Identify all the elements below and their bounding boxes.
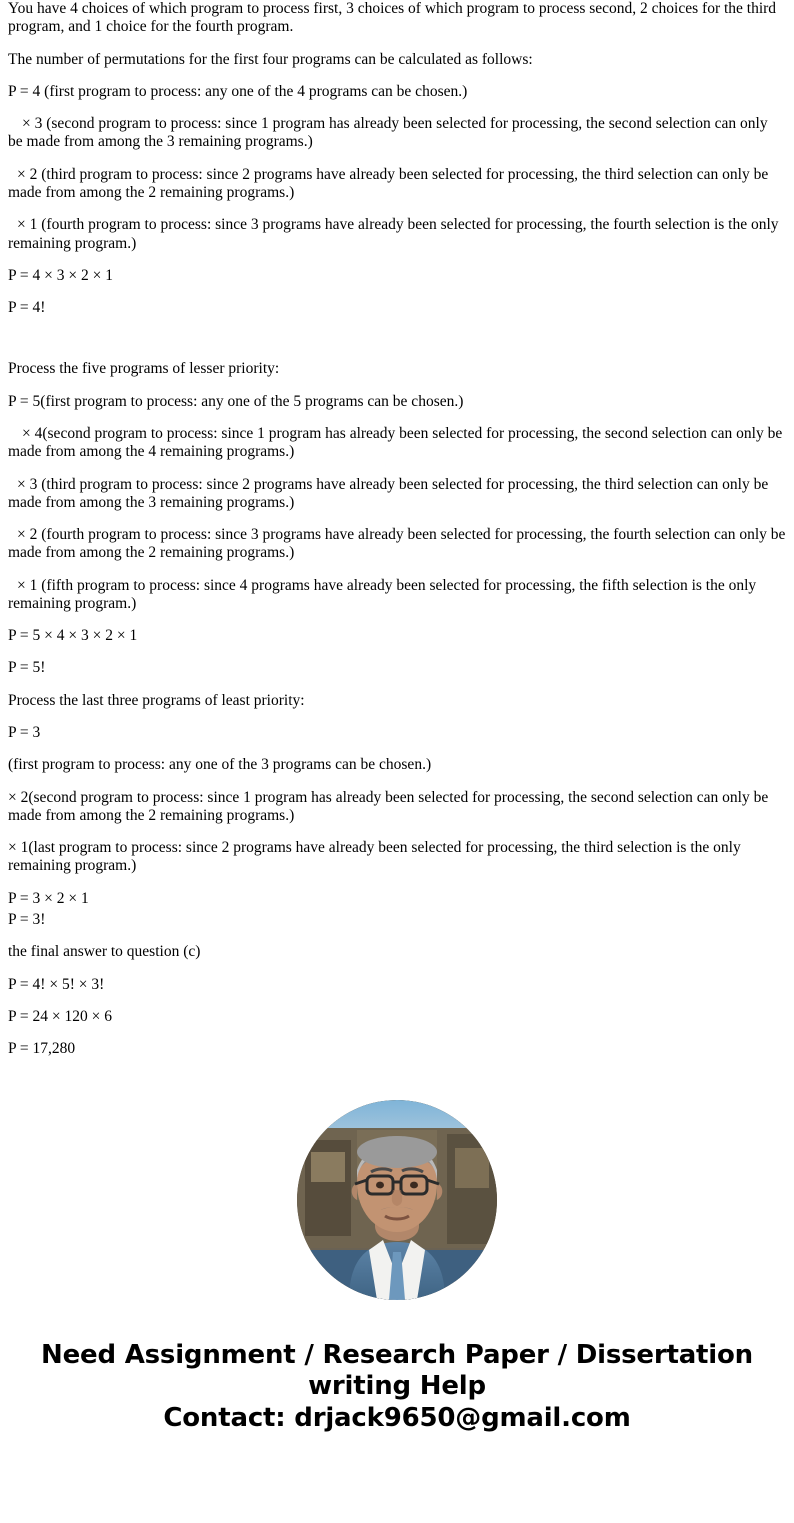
document-paragraph: P = 3! [8,911,46,928]
document-paragraph: × 3 (third program to process: since 2 programs have already been selected for processing, the third selection can only be made from among the 3 remaining programs.) [8,475,769,511]
document-paragraph: P = 3 × 2 × 1 [8,889,89,907]
promo-line-2: writing Help [308,1370,486,1401]
document-paragraph: P = 4! × 5! × 3! [8,975,105,993]
document-paragraph: P = 4 × 3 × 2 × 1 [8,266,114,284]
document-paragraph: × 1(last program to process: since 2 programs have already been selected for processing, the third selection is the only remaining program.) [8,839,741,875]
document-paragraph: P = 5(first program to process: any one of the 5 programs can be chosen.) [8,392,464,410]
document-paragraph: × 3 (second program to process: since 1 program has already been selected for processing, the second selection can only be made from among the 3 remaining programs.) [8,115,768,151]
document-paragraph: P = 3 [8,724,41,742]
document-paragraph: × 2(second program to process: since 1 program has already been selected for processing, the second selection can only be made from among the 2 remaining programs.) [8,788,769,824]
document-paragraph: the final answer to question (c) [8,943,201,961]
document-paragraph: Process the last three programs of least priority: [8,691,305,709]
document-paragraph: × 1 (fourth program to process: since 3 programs have already been selected for processing, the fourth selection is the only remaining program.) [8,216,779,252]
document-paragraph: Process the five programs of lesser priority: [8,360,280,378]
document-paragraph: P = 4! [8,299,46,317]
document-paragraph: × 2 (fourth program to process: since 3 programs have already been selected for processing, the fourth selection can only be made from among the 2 remaining programs.) [8,526,786,562]
document-paragraph: P = 5 × 4 × 3 × 2 × 1 [8,627,138,645]
document-paragraph: × 2 (third program to process: since 2 programs have already been selected for processing, the third selection can only be made from among the 2 remaining programs.) [8,165,769,201]
promo-banner [8,1340,786,1433]
document-paragraph: (first program to process: any one of the 3 programs can be chosen.) [8,756,432,774]
avatar [297,1100,497,1300]
profile-photo-container [8,1100,786,1300]
promo-line-1: Need Assignment / Research Paper / Dissertation [41,1340,753,1371]
document-paragraph: × 1 (fifth program to process: since 4 programs have already been selected for processing, the fifth selection is the only remaining program.) [8,576,757,612]
promo-contact: Contact: drjack9650@gmail.com [163,1403,631,1434]
document-paragraph: × 4(second program to process: since 1 program has already been selected for processing, the second selection can only be made from among the 4 remaining programs.) [8,424,783,461]
portrait-photo-icon [297,1100,497,1300]
document-paragraph: P = 24 × 120 × 6 [8,1007,113,1025]
document-paragraph: P = 5! [8,659,46,677]
document-paragraph: P = 17,280 [8,1040,76,1058]
document-body [8,0,786,1058]
document-paragraph: P = 4 (first program to process: any one of the 4 programs can be chosen.) [8,82,468,100]
document-paragraph [8,331,786,346]
document-paragraph: The number of permutations for the first four programs can be calculated as follows: [8,50,533,68]
document-paragraph: You have 4 choices of which program to process first, 3 choices of which program to process second, 2 choices for the third program, and 1 choice for the fourth program. [8,0,777,36]
